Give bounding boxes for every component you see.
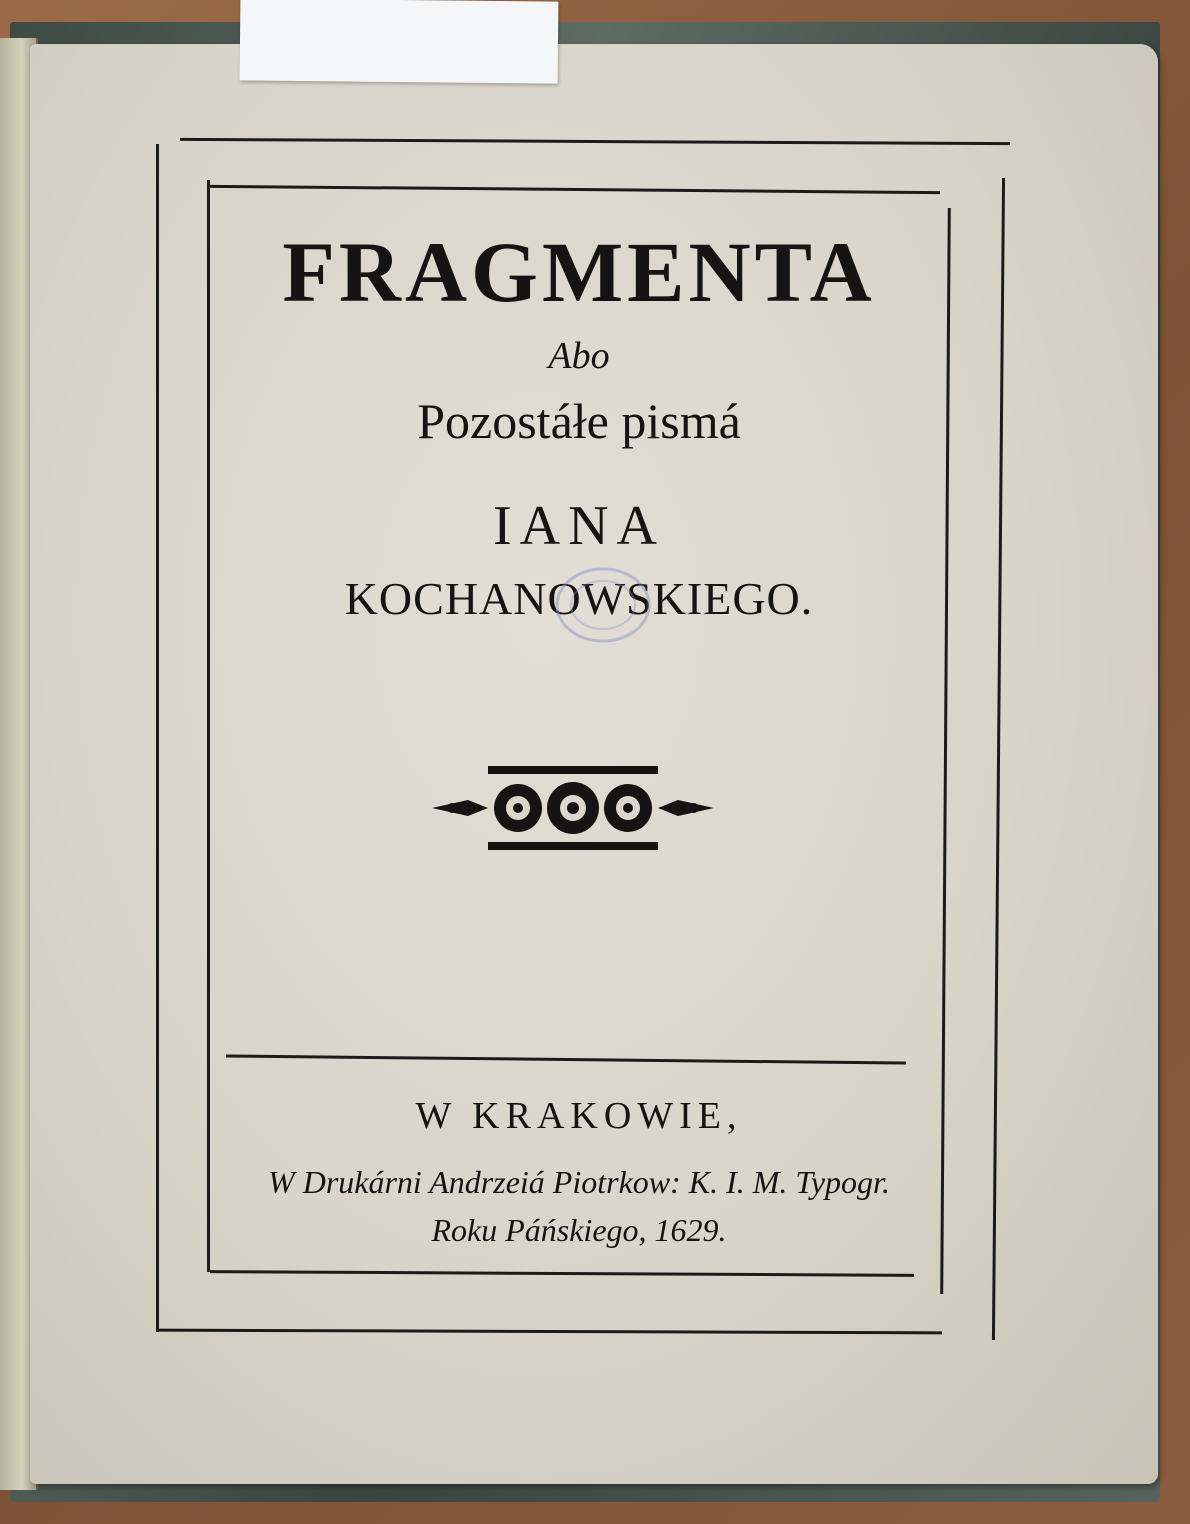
subtitle-connector: Abo <box>548 335 610 377</box>
floral-ornament-icon <box>428 760 718 856</box>
library-slip <box>240 0 559 84</box>
document-title: FRAGMENTA <box>282 224 876 320</box>
document-subtitle: Pozostáłe pismá <box>417 393 741 449</box>
library-stamp-icon <box>548 560 658 650</box>
publication-year: Roku Páńskiego, 1629. <box>431 1212 727 1248</box>
author-last-name: KOCHANOWSKIEGO. <box>344 573 814 624</box>
frame-outer-left <box>156 144 159 1332</box>
publication-place: W KRAKOWIE, <box>415 1095 743 1137</box>
printer-line: W Drukárni Andrzeiá Piotrkow: K. I. M. Typogr. <box>268 1164 890 1200</box>
frame-inner-left <box>207 180 210 1272</box>
author-first-name: IANA <box>493 495 665 557</box>
